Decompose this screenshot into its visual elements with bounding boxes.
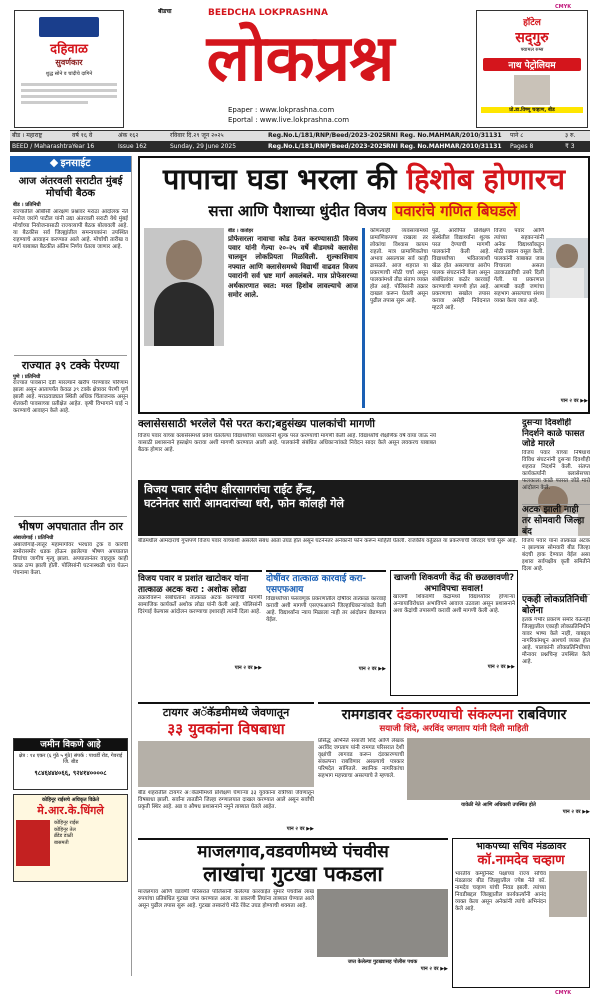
- lead-subhead-a: सत्ता आणि पैशाच्या धुंदीत विजय: [208, 202, 387, 220]
- right-ad-hotel-name: सद्‌गुरु: [515, 30, 549, 46]
- masthead-english-title: BEEDCHA LOKPRASHNA: [208, 8, 328, 18]
- ramgad-title: [318, 706, 590, 724]
- info-en-place: BEED / Maharashtra: [12, 143, 73, 150]
- ramgad-caption: यावेळी नेते आणि अधिकारी उपस्थित होते: [461, 802, 536, 808]
- right-story3-body: इतके गंभीर प्रकरण समोर येऊनही जिल्ह्यातील एकाही लोकप्रतिनिधीने यावर भाष्य केले नाही, याबद्दल नागरिकांमधून आश्चर्य व्यक्त होत आहे. पालकांनी लोकप्रतिनिधींच्या मौनावर प्रश्नचिन्ह उपस्थित केले आहे.: [522, 616, 590, 665]
- lead-col3: विजय पवार आणि त्यांच्या सहकाऱ्यांनी अनेक विद्यार्थ्यांकडून मोठी रक्कम वसूल केली. पालकांनी याबाबत जाब विचारला असता उडवाउडवीची उत्तरे दिली गेली. या प्रकरणात आणखी काही जणांचा सहभाग असल्याचा संशय व्यक्त केला जात आहे.: [494, 228, 544, 304]
- right-story2-body: विजय पवार यांना तात्काळ अटक न झाल्यास सोमवारी बीड जिल्हा बंदची हाक देण्यात येईल असा इशारा सर्वपक्षीय कृती समितीने दिला आहे.: [522, 537, 590, 572]
- small-story-more: पान २ वर ▶▶: [358, 666, 386, 672]
- sidebar-story3-title: भीषण अपघातात तीन ठार: [14, 516, 127, 533]
- rice-ad-item: बासमती: [54, 839, 69, 846]
- right-ad-petrol: नाथ पेट्रोलियम: [483, 58, 581, 71]
- info-en-date: Sunday, 29 June 2025: [170, 143, 237, 150]
- banner-line1: विजय पवार संदीप क्षीरसागरांचा राईट हँन्ड,: [144, 483, 316, 496]
- demand-box: [138, 418, 436, 478]
- masthead-epaper: Epaper : www.lokprashna.com: [228, 106, 335, 114]
- lead-headline-a: पापाचा घडा भरला की: [162, 162, 397, 196]
- lead-dateline: बीड । वार्ताहर: [228, 228, 254, 234]
- small-story-2: [266, 570, 386, 696]
- right-ad: [476, 10, 588, 128]
- sidebar-story3-dateline: अंबाजोगाई । प्रतिनिधी: [13, 535, 54, 541]
- rice-ad-item: कोहिनूर राईस: [54, 820, 79, 826]
- typhoid-photo: [138, 741, 314, 787]
- left-ad-brand: दहिवाळ: [50, 42, 88, 57]
- lead-continued: पान २ वर ▶▶: [560, 398, 588, 404]
- lead-divider: [362, 228, 365, 408]
- right-story1-title: दुसऱ्या दिवशीही निदर्शने काळे फासत जोडे मारले: [522, 418, 585, 449]
- gutkha-story: [138, 838, 448, 988]
- typhoid-more: पान २ वर ▶▶: [286, 826, 314, 832]
- ramgad-title-a: रामगडावर: [341, 707, 392, 723]
- cpi-body: भारतीय कम्युनिस्ट पक्षाच्या राज्य सचिव मंडळावर बीड जिल्ह्यातील ज्येष्ठ नेते कॉ. नामदेव चव्हाण यांची निवड झाली. त्यांच्या निवडीबद्दल जिल्ह्यातील कार्यकर्त्यांनी आनंद व्यक्त केला असून अनेकांनी त्यांचे अभिनंदन केले आहे.: [455, 871, 546, 912]
- rice-ad-name: मे.आर.के.धिंगले: [37, 804, 104, 817]
- info-en-rni: RNI Reg. No.MAHMAR/2010/31131: [386, 143, 502, 150]
- lead-subhead: [140, 200, 588, 222]
- cmyk-marker-bottom: CMYK: [555, 990, 572, 996]
- ramgad-title-c: राबविणार: [518, 707, 567, 723]
- typhoid-title-a: टायगर अॅकॅडमीमध्ये जेवणातून: [162, 706, 290, 719]
- gutkha-more: पान २ वर ▶▶: [420, 965, 448, 972]
- lead-intro: प्रोफेसरला नावाचा कोड ठेवत करण्यासाठी विजय पवार यांनी गेल्या २०-२५ वर्षे बीडमध्ये क्लासेस चालवून लोकप्रियता मिळविली. शुल्काशिवाय नफ्यात आणि क्लासेसमध्ये विद्यार्थी वाढवत विजय पवारांनी सर्व भ्रष्ट मार्ग अवलंबले. मात्र प्रोफेसरच्या अर्थकारणात स्वत: मस्त हिशोब लावल्याचे आज समोर आले.: [228, 234, 358, 299]
- typhoid-title-b: ३३ युवकांना विषबाधा: [167, 720, 285, 738]
- info-rni: RNI Reg. No.MAHMAR/2010/31131: [386, 132, 502, 139]
- left-ad-logo: [39, 17, 99, 37]
- lead-photo-right: [546, 238, 588, 298]
- masthead-beeda-label: बीडचा: [158, 8, 172, 15]
- info-year: वर्ष १६ वे: [72, 132, 93, 139]
- ramgad-sub: सयाजी शिंदे, अरविंद जगताप यांनी दिली माहिती: [379, 724, 529, 734]
- lead-headline-b: हिशोब होणारच: [406, 162, 566, 196]
- gutkha-body: माजलगाव आणि वडवणी परिसरात पोलिसांनी केलेल्या कारवाईत सुमारे पंचवीस लाख रुपयांचा प्रतिबंधित गुटखा जप्त करण्यात आला. या प्रकरणी तिघांना ताब्यात घेण्यात आले असून पुढील तपास सुरू आहे. गुटखा तस्करांचे मोठे रॅकेट उघड होण्याची शक्यता आहे.: [138, 889, 314, 909]
- info-price: ३ रु.: [565, 132, 576, 139]
- left-ad-tagline: शुद्ध सोने व चांदीचे दागिने: [45, 71, 93, 77]
- small-story-body: विद्यार्थ्यांच्या फसवणूक प्रकरणातील दोषींवर तात्काळ कारवाई करावी अशी मागणी एसएफआयने जिल्हाधिकाऱ्यांकडे केली आहे. विद्यार्थ्यांना न्याय मिळाला नाही तर आंदोलन छेडण्यात येईल.: [266, 596, 386, 623]
- info-bar-english: [10, 141, 590, 152]
- land-ad-body: क्षेत्र : १४ एकर (६ गुंठे ५ गुंठे) संपर्क : पाथर्डी रोड, गेवराई जि. बीड: [18, 752, 123, 765]
- small-story-title: दोषींवर तात्काळ कारवाई करा-एसएफआय: [266, 574, 367, 595]
- info-issue: अंक १६२: [118, 132, 139, 139]
- gutkha-title-a: माजलगाव,वडवणीमध्ये पंचवीस: [197, 842, 389, 862]
- small-story-more: पान २ वर ▶▶: [487, 664, 515, 670]
- small-story-title: विजय पवार व प्रशांत खाटोकर यांना तात्काळ अटक करा : अशोक लोढा: [138, 574, 249, 595]
- ramgad-body: प्रसिद्ध अभिनेते सयाजी शिंदे आणि लेखक अरविंद जगताप यांनी रामगड परिसरात देशी वृक्षांची लागवड करून दंडकारण्याची संकल्पना राबविणार असल्याचे पत्रकार परिषदेत सांगितले. स्थानिक नागरिकांचा सहभाग महत्त्वाचा असल्याचे ते म्हणाले.: [318, 738, 404, 779]
- ramgad-more: पान २ वर ▶▶: [562, 808, 590, 815]
- info-place: बीड । महाराष्ट्र: [12, 132, 43, 139]
- banner-black: [138, 480, 518, 536]
- cpi-photo: [549, 871, 587, 917]
- info-en-year: Year 16: [72, 143, 95, 150]
- left-ad-sub: सुवर्णकार: [55, 58, 83, 67]
- sidebar-story2-body: राज्यात पावसाने दडी मारल्याने खरीप पेरण्यांवर परिणाम झाला असून आतापर्यंत केवळ ३९ टक्के क्षेत्रावर पेरणी पूर्ण झाली आहे. मराठवाड्यात स्थिती अधिक चिंताजनक असून शेतकरी पावसाच्या प्रतीक्षेत आहेत. कृषी विभागाने घाई न करण्याचे आवाहन केले आहे.: [13, 380, 128, 414]
- cpi-title-a: भाकपच्या सचिव मंडळावर: [476, 841, 566, 852]
- small-story-body: तक्रारीवरून संबंधितांना तात्काळ अटक करण्याची मागणी सामाजिक कार्यकर्ते अशोक लोढा यांनी केली आहे. पोलिसांनी दिरंगाई केल्यास आंदोलन करण्याचा इशाराही त्यांनी दिला आहे.: [138, 595, 262, 615]
- sidebar-header: [10, 156, 131, 172]
- cpi-story: [452, 838, 590, 988]
- rice-ad: [13, 794, 128, 882]
- lead-photo-person: [144, 228, 224, 346]
- gutkha-title-b: लाखांचा गुटखा पकडला: [203, 862, 383, 886]
- right-story1-body: विजय पवार यांच्या निषेधार्थ विविध संघटनांनी दुसऱ्या दिवशीही शहरात निदर्शने केली. संतप्त कार्यकर्त्यांनी क्लासेसच्या फलकाला काळे फासत जोडे मारो आंदोलन केले.: [522, 449, 590, 491]
- lead-col1: कोणत्याही व्यवसायामध्ये प्रामाणिकपणा राखला तर लोकांचा विश्वास कायम राहतो. मात्र प्रामाणिकतेचा अभाव असल्यास सर्व काही ढासळते. आज शहरात या प्रकरणाची मोठी चर्चा असून पालकांमध्ये तीव्र संताप व्यक्त होत आहे. पोलिसांनी तक्रार दाखल करून घेतली असून पुढील तपास सुरू आहे.: [370, 228, 428, 304]
- rice-ad-item: ब्रँडेड डाळी: [54, 833, 73, 839]
- lead-intro-block: [228, 228, 358, 410]
- info-en-reg: Reg.No.L/181/RNP/Beed/2023-2025: [268, 143, 387, 150]
- lead-story: [138, 156, 590, 414]
- right-column: [522, 418, 590, 698]
- banner-body: बीडमधील आमदारांचे गुप्तपणे विजय पवार यांच्याशी असलेले संबंध आता उघड होत असून घटनेनंतर अनेकांनी फोन करून माहिती घेतली. राजकीय वर्तुळात या प्रकरणाची जोरदार चर्चा सुरू आहे.: [138, 538, 518, 544]
- rice-ad-image: [16, 820, 50, 866]
- info-pages: पाने ८: [510, 132, 524, 139]
- info-bar-marathi: [10, 130, 590, 141]
- lead-subhead-b: पवारांचे गणित बिघडले: [392, 202, 520, 220]
- sidebar-story1-body: राज्यातील ओबीसी आरक्षण प्रश्नावर मराठा आंदोलक नेते मनोज जरांगे पाटील यांनी उद्या अंतरवली सराटी येथे मुंबई मोर्चाच्या नियोजनासाठी राज्यव्यापी बैठक बोलावली आहे. या बैठकीस सर्व जिल्ह्यांतील समन्वयकांना उपस्थित राहण्याचे आवाहन करण्यात आले आहे. मोर्चाची तारीख व मार्ग याबाबत बैठकीत अंतिम निर्णय घेतला जाणार आहे.: [13, 208, 128, 250]
- masthead-marathi-title: लोकप्रश्न: [206, 22, 394, 96]
- right-ad-owner: प्रो.डा.विष्णू चव्हाण, बीड: [481, 107, 583, 114]
- sidebar-header-label: इनसाईट: [60, 158, 91, 169]
- typhoid-body: बीड शहरातील टायगर अॅकॅडमीमध्ये प्रशिक्षण घेणाऱ्या ३३ युवकांना रात्रीच्या जेवणातून विषबाधा झाली. सर्वांना तातडीने जिल्हा रुग्णालयात दाखल करण्यात आले असून सर्वांची प्रकृती स्थिर आहे. अन्न व औषध प्रशासनाने नमुने ताब्यात घेतले आहेत.: [138, 790, 314, 810]
- typhoid-story: [138, 702, 314, 836]
- demand-title: क्लासेससाठी भरलेले पैसे परत करा;बहुसंख्य पालकांची मागणी: [138, 418, 375, 430]
- demand-body: विजय पवार यांच्या क्लासेसमध्ये प्रवेश घेतलेल्या विद्यार्थ्यांच्या पालकांनी शुल्क परत करण्याची मागणी केली आहे. विद्यार्थ्यांचे शैक्षणिक वर्ष वाया जाऊ नये यासाठी प्रशासनाने हस्तक्षेप करावा अशी मागणी करण्यात आली आहे. पालकांनी संबंधित अधिकाऱ्यांकडे निवेदन सादर केले असून लवकरच याबाबत बैठक होणार आहे.: [138, 433, 436, 453]
- small-story-1: [138, 570, 262, 696]
- land-ad-phone: ९८४६४४४०६६, ९२४१४००००८: [34, 768, 107, 777]
- info-en-pages: Pages 8: [510, 143, 534, 150]
- info-en-issue: Issue 162: [118, 143, 147, 150]
- sidebar-story1-dateline: बीड । प्रतिनिधी: [13, 202, 41, 208]
- small-story-more: पान २ वर ▶▶: [234, 665, 262, 671]
- left-ad-text-lines: [21, 83, 117, 104]
- info-en-price: ₹ 3: [565, 143, 575, 150]
- masthead-eportal: Eportal : www.live.lokprashna.com: [228, 116, 350, 124]
- ramgad-story: [318, 702, 590, 836]
- sidebar-story2-dateline: पुणे । प्रतिनिधी: [13, 373, 41, 380]
- right-ad-family: फ्यामल रुम्स: [520, 47, 544, 53]
- gutkha-caption: जप्त केलेल्या गुटख्यासह पोलीस पथक: [347, 959, 418, 965]
- sidebar: [10, 156, 132, 976]
- small-story-body: खाजगी शिकवणी केंद्रांमध्ये विद्यार्थ्यांवर होणाऱ्या अन्यायाविरोधात अभाविपने आवाज उठवला असून प्रशासनाने अशा केंद्रांची तपासणी करावी अशी मागणी केली आहे.: [393, 594, 515, 614]
- land-ad-title: जमीन विकणे आहे: [14, 739, 127, 751]
- ramgad-title-b: दंडकारण्याची संकल्पना: [396, 707, 514, 723]
- cpi-title-b: कॉ.नामदेव चव्हाण: [477, 853, 565, 868]
- gutkha-photo: [317, 889, 448, 957]
- rice-ad-item: कोहिनूर तेल: [54, 826, 76, 833]
- sidebar-story2-title: राज्यात ३९ टक्के पेरण्या: [14, 355, 127, 372]
- banner-line2: घटनेनंतर सारी आमदारांच्या धरी, फोन कॉलही गेले: [144, 497, 344, 510]
- land-ad: [13, 738, 128, 790]
- lead-col2: पुढे, आरोपित प्रशिक्षण संस्थेतील विद्यार्थ्यांना शुल्क परत देण्याची मागणी पालकांनी केली आहे. विद्यार्थ्यांच्या भवितव्याशी खेळ होत असल्याचा आरोप पालक संघटनांनी केला असून संबंधितांवर कठोर कारवाई करण्याची मागणी होत आहे. प्रकरणाचा सखोल तपास करावा असेही निवेदनात म्हटले आहे.: [432, 228, 490, 311]
- small-story-3: [390, 570, 518, 696]
- right-story2-title: अटक झाली नाही तर सोमवारी जिल्हा बंद: [522, 504, 590, 538]
- right-ad-photo: [514, 75, 550, 105]
- small-story-title: खाजगी शिकवणी केंद्र की छळछावणी? अभाविपचा सवाल!: [393, 573, 515, 594]
- rice-ad-title: कोहिनूर राईसचे अधिकृत विक्रेते: [41, 796, 100, 803]
- left-ad: [14, 10, 124, 128]
- right-story3-title: एकही लोकप्रतिनिधी बोलेना: [522, 594, 590, 617]
- right-ad-hotel: हॉटेल: [523, 18, 541, 28]
- cmyk-marker-top: CMYK: [555, 4, 572, 10]
- sidebar-header-icon: [49, 159, 57, 167]
- sidebar-story3-body: अंबाजोगाई-लातूर महामार्गावर भरधाव ट्रक व कारची समोरासमोर धडक होऊन झालेल्या भीषण अपघातात तिघांचा जागीच मृत्यू झाला. अपघातानंतर वाहतूक काही काळ ठप्प झाली होती. पोलिसांनी घटनास्थळी धाव घेऊन पंचनामा केला.: [13, 541, 128, 576]
- info-date: रविवार दि.२९ जून २०२५: [170, 132, 224, 139]
- masthead: [128, 6, 472, 130]
- lead-headline: [140, 158, 588, 200]
- sidebar-story1-title: आज अंतरवली सराटीत मुंबई मोर्चाची बैठक: [18, 176, 123, 199]
- info-reg: Reg.No.L/181/RNP/Beed/2023-2025: [268, 132, 387, 139]
- ramgad-photo: [407, 738, 590, 800]
